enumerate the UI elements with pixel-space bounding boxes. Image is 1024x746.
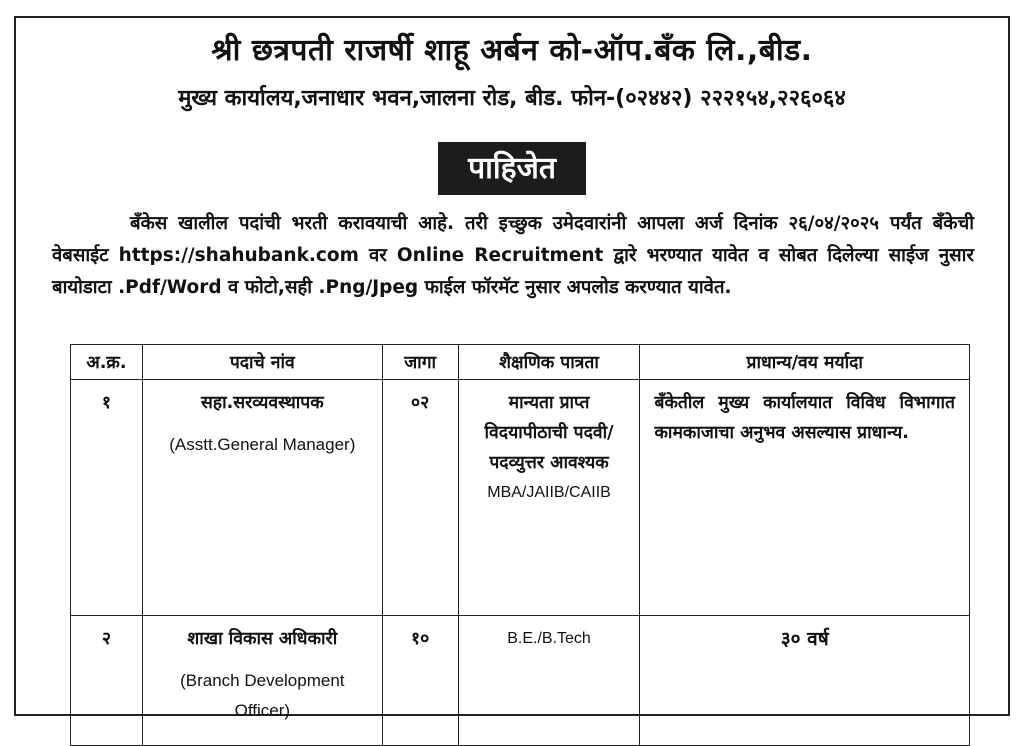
post-name-english: (Asstt.General Manager) [169,435,356,454]
header-serial: अ.क्र. [71,345,143,380]
header-seats: जागा [382,345,458,380]
qualification-text: B.E./B.Tech [507,630,591,647]
row-post [142,380,382,616]
table-header-row [71,345,970,380]
heading-container [0,142,1024,195]
row-post [142,616,382,746]
row-seats: १० [382,616,458,746]
row-serial: १ [71,380,143,616]
row-preference: बँकेतील मुख्य कार्यालयात विविध विभागात कामकाजाचा अनुभव असल्यास प्राधान्य. [640,380,970,616]
bank-title: श्री छत्रपती राजर्षी शाहू अर्बन को-ऑप.बँक लि.,बीड. [211,33,813,68]
notice-paragraph: बँकेस खालील पदांची भरती करावयाची आहे. तरी इच्छुक उमेदवारांनी आपला अर्ज दिनांक २६/०४/२०२५ पर्यंत बँकेची वेबसाईट https://shahubank.com वर Online Recruitment द्वारे भरण्यात यावेत व सोबत दिलेल्या साईज नुसार बायोडाटा .Pdf/Word व फोटो,सही .Png/Jpeg फाईल फॉरमॅट नुसार अपलोड करण्यात यावेत. [52,213,974,298]
row-preference: ३० वर्ष [640,616,970,746]
qualification-text: मान्यता प्राप्त विदयापीठाची पदवी/पदव्युत्तर आवश्यक [484,393,614,473]
qualification-extra: MBA/JAIIB/CAIIB [487,484,611,501]
post-name-marathi: शाखा विकास अधिकारी [187,629,338,649]
post-name-marathi: सहा.सरव्यवस्थापक [200,393,324,413]
row-seats: ०२ [382,380,458,616]
bank-address: मुख्य कार्यालय,जनाधार भवन,जालना रोड, बीड. फोन-(०२४४२) २२२१५४,२२६०६४ [178,86,846,111]
post-name-english: (Branch Development Officer) [180,671,345,720]
header-qualification: शैक्षणिक पात्रता [458,345,640,380]
header-preference: प्राधान्य/वय मर्यादा [640,345,970,380]
vacancy-table [70,344,970,746]
row-qualification [458,380,640,616]
row-serial: २ [71,616,143,746]
table-row [71,380,970,616]
row-qualification [458,616,640,746]
header-post: पदाचे नांव [142,345,382,380]
notice-heading: पाहिजेत [438,142,586,195]
table-row [71,616,970,746]
